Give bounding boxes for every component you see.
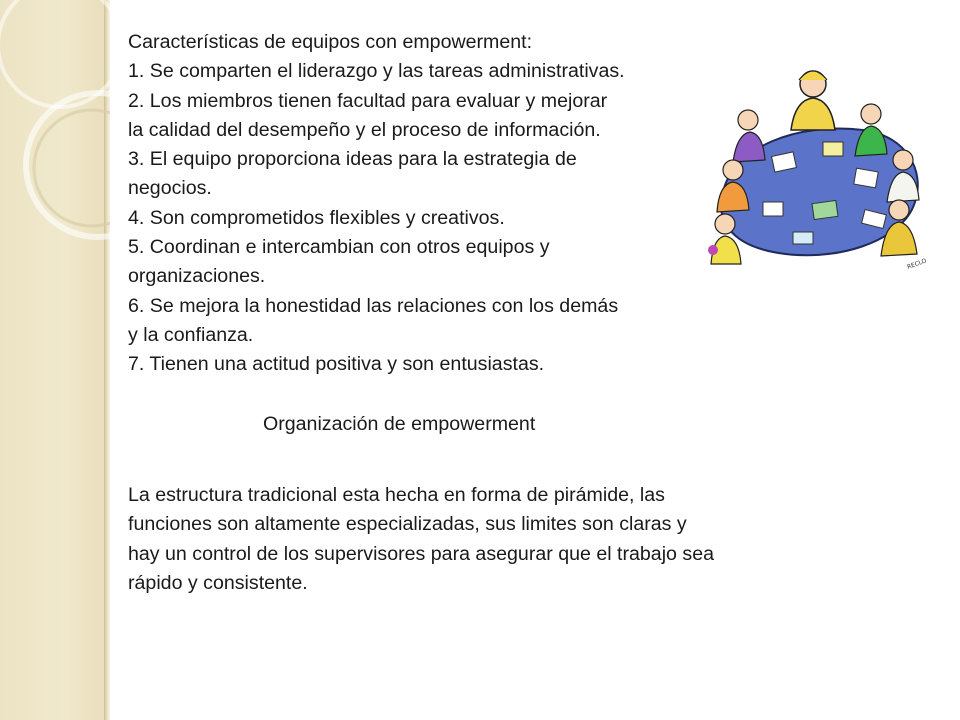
- list-line: 3. El equipo proporciona ideas para la estrategia de: [128, 148, 577, 171]
- list-line: y la confianza.: [128, 323, 254, 346]
- paragraph-line: rápido y consistente.: [128, 571, 308, 594]
- list-line: 6. Se mejora la honestidad las relaciones con los demás: [128, 294, 619, 317]
- section-subtitle: Organización de empowerment: [263, 413, 536, 435]
- paragraph-line: La estructura tradicional esta hecha en forma de pirámide, las: [128, 484, 665, 506]
- paragraph-line: hay un control de los supervisores para asegurar que el trabajo sea: [128, 542, 714, 565]
- illustration-signature: RECLO: [906, 257, 928, 271]
- list-line: 4. Son comprometidos flexibles y creativos.: [128, 206, 505, 229]
- list-line: la calidad del desempeño y el proceso de información.: [128, 118, 601, 141]
- list-line: negocios.: [128, 177, 212, 200]
- list-line: organizaciones.: [128, 265, 266, 288]
- characteristics-text: [128, 28, 748, 380]
- organization-paragraph: [128, 481, 848, 598]
- decorative-rings: [0, 0, 110, 720]
- list-line: 1. Se comparten el liderazgo y las tareas administrativas.: [128, 60, 625, 83]
- paragraph-line: funciones son altamente especializadas, sus limites son claras y: [128, 513, 687, 536]
- list-line: 7. Tienen una actitud positiva y son entusiastas.: [128, 353, 545, 376]
- list-line: 2. Los miembros tienen facultad para evaluar y mejorar: [128, 89, 608, 112]
- characteristics-heading: Características de equipos con empowerment:: [128, 31, 533, 53]
- team-meeting-icon: [703, 52, 932, 274]
- team-meeting-illustration: [703, 52, 932, 274]
- list-line: 5. Coordinan e intercambian con otros equipos y: [128, 236, 550, 259]
